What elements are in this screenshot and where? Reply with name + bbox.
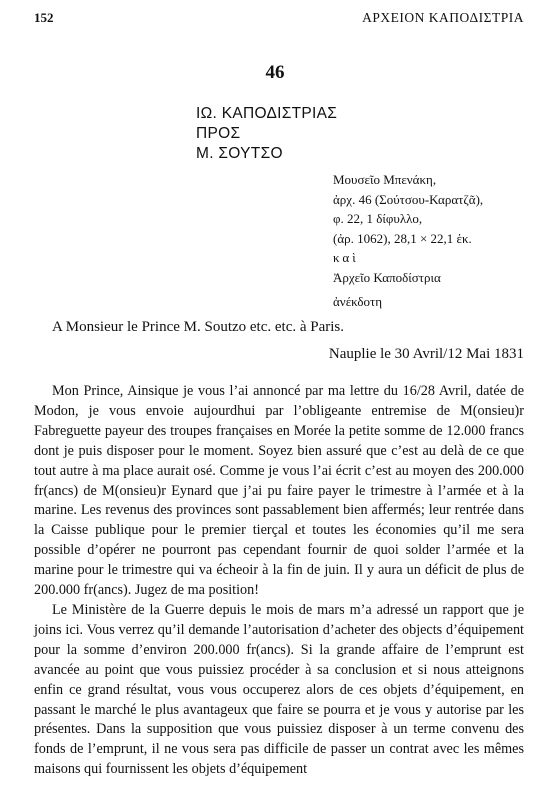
source-note — [333, 170, 483, 311]
source-line: (ἀρ. 1062), 28,1 × 22,1 ἑκ. — [333, 230, 472, 246]
body-paragraph: Mon Prince, Ainsique je vous l’ai annoncé par ma lettre du 16/28 Avril, datée de Modon, je vous envoie aujourdhui par l’obligeante entremise de M(onsieu)r Fabreguette payeur des troupes françaises en Morée la petite somme de 12.000 francs dont je puis disposer pour le moment. Soyez bien assuré que c’est au delà de ce que tout autre à ma place aurait osé. Comme je vous l’ai écrit c’est au moyen des 200.000 fr(ancs) de M(onsieu)r Eynard que j’ai pu faire payer le trimestre à l’armée et à la marine. Les revenus des provinces sont passablement bien affermés; leur rentrée dans la Caisse publique pour le premier tierçal et toutes les économies qu’il me sera possible d’opérer ne pourront pas cependant fournir de quoi solder l’armée et la marine pour le trimestre qui va écheoir à la fin de juin. Il y aura un déficit de plus de 200.000 fr(ancs). Jugez de ma position! — [34, 383, 524, 599]
heading-author: ΙΩ. ΚΑΠΟΔΙΣΤΡΙΑΣ — [196, 105, 338, 122]
source-line: ἀρχ. 46 (Σούτσου-Καρατζᾶ), — [333, 191, 484, 207]
source-line: φ. 22, 1 δίφυλλο, — [333, 211, 423, 227]
letter-body — [34, 382, 524, 780]
body-paragraph: Le Ministère de la Guerre depuis le mois de mars m’a adressé un rapport que je joins ici. Vous verrez qu’il demande l’autorisation d’acheter des objects d’équipement pour la somme d’environ 200.000 fr(ancs). Si la grande affaire de l’emprunt est avancée au point que vous puissiez procéder à sa conclusion et si nous atteignons enfin ce grand résultat, vous vous occuperez alors de ces objets d’équipement, en passant le marché le plus avantageux que faire se pourra et je vous y autorise par les présentes. Dans la supposition que vous puissiez disposer à un terme convenu des fonds de l’emprunt, il ne vous sera pas difficile de passer un contrat avec les mêmes maisons qui fournissent les objets d’équipement — [34, 601, 524, 778]
page-number: 152 — [34, 10, 54, 25]
page-header — [34, 10, 524, 26]
heading-preposition: ΠΡΟΣ — [196, 125, 241, 142]
document-heading — [196, 104, 337, 164]
source-line: Μουσεῖο Μπενάκη, — [333, 172, 437, 187]
heading-recipient: Μ. ΣΟΥΤΣΟ — [196, 145, 283, 162]
source-archive: Ἀρχεῖο Καποδίστρια — [333, 269, 441, 285]
source-conjunction: καὶ — [333, 250, 359, 266]
running-title: ΑΡΧΕΙΟΝ ΚΑΠΟΔΙΣΤΡΙΑ — [362, 10, 524, 25]
letter-dateline: Nauplie le 30 Avril/12 Mai 1831 — [328, 346, 524, 362]
source-status: ἀνέκδοτη — [333, 293, 383, 309]
letter-address: A Monsieur le Prince M. Soutzo etc. etc. à Paris. — [52, 319, 345, 335]
document-number: 46 — [265, 62, 285, 83]
